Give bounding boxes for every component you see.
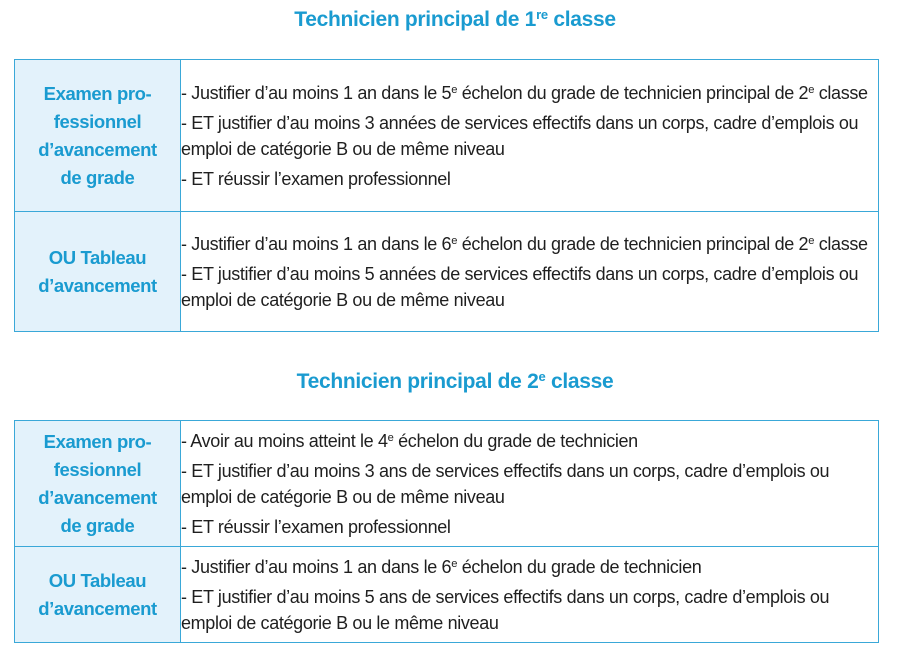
- row-label-line: OU Tableau: [48, 246, 147, 268]
- conditions-cell: [181, 421, 879, 547]
- conditions-table-1re-classe: [14, 59, 879, 332]
- row-label-cell: [15, 547, 181, 643]
- condition-item: - ET réussir l’examen professionnel: [181, 168, 451, 189]
- table-row-examen-professionnel: [15, 421, 879, 547]
- row-label-line: de grade: [60, 166, 135, 188]
- condition-text: - Justifier d’au moins 1 an dans le 6: [181, 233, 452, 254]
- row-label-cell: [15, 212, 181, 332]
- conditions-cell: [181, 60, 879, 212]
- title-text: Technicien principal de 2: [296, 370, 539, 393]
- condition-item: [181, 231, 878, 257]
- condition-text: échelon du grade de technicien principal de 2: [457, 82, 809, 103]
- conditions-cell: [181, 212, 879, 332]
- row-label-cell: [15, 60, 181, 212]
- title-text-suffix: classe: [547, 8, 616, 31]
- condition-item: [181, 554, 878, 580]
- ordinal-superscript: e: [808, 83, 815, 96]
- row-label-cell: [15, 421, 181, 547]
- condition-item: - ET justifier d’au moins 5 années de services effectifs dans un corps, cadre d’emplois ou emploi de catégorie B ou de même niveau: [181, 263, 859, 310]
- title-text: Technicien principal de 1: [294, 8, 537, 31]
- ordinal-superscript: e: [387, 431, 394, 444]
- condition-text: échelon du grade de technicien: [393, 430, 638, 451]
- condition-text: classe: [814, 82, 868, 103]
- ordinal-superscript: e: [808, 234, 815, 247]
- section-title-principal-1re-classe: [0, 6, 910, 34]
- condition-item: - ET justifier d’au moins 3 ans de services effectifs dans un corps, cadre d’emplois ou emploi de catégorie B ou de même niveau: [181, 460, 830, 507]
- row-label-line: de grade: [60, 514, 135, 536]
- table-row-tableau-avancement: [15, 212, 879, 332]
- row-label-line: d’avancement: [38, 138, 157, 160]
- condition-item: - ET justifier d’au moins 5 ans de services effectifs dans un corps, cadre d’emplois ou emploi de catégorie B ou le même niveau: [181, 586, 830, 633]
- condition-item: [181, 428, 878, 454]
- ordinal-superscript: e: [451, 83, 458, 96]
- title-superscript: re: [536, 6, 548, 22]
- condition-item: [181, 80, 878, 106]
- conditions-table-2e-classe: [14, 420, 879, 643]
- condition-text: échelon du grade de technicien: [457, 556, 702, 577]
- row-label-line: d’avancement: [38, 486, 157, 508]
- condition-text: - Avoir au moins atteint le 4: [181, 430, 388, 451]
- ordinal-superscript: e: [451, 234, 458, 247]
- section-title-principal-2e-classe: [0, 368, 910, 396]
- condition-text: classe: [814, 233, 868, 254]
- title-text-suffix: classe: [545, 370, 614, 393]
- condition-item: - ET justifier d’au moins 3 années de services effectifs dans un corps, cadre d’emplois ou emploi de catégorie B ou de même niveau: [181, 112, 859, 159]
- row-label-line: fessionnel: [53, 110, 142, 132]
- row-label-line: d’avancement: [38, 274, 157, 296]
- condition-item: - ET réussir l’examen professionnel: [181, 516, 451, 537]
- condition-text: échelon du grade de technicien principal de 2: [457, 233, 809, 254]
- table-row-examen-professionnel: [15, 60, 879, 212]
- title-superscript: e: [538, 368, 546, 384]
- row-label-line: Examen pro-: [43, 82, 152, 104]
- table-row-tableau-avancement: [15, 547, 879, 643]
- row-label-line: d’avancement: [38, 597, 157, 619]
- row-label-line: Examen pro-: [43, 430, 152, 452]
- condition-text: - Justifier d’au moins 1 an dans le 5: [181, 82, 452, 103]
- row-label-line: fessionnel: [53, 458, 142, 480]
- conditions-cell: [181, 547, 879, 643]
- row-label-line: OU Tableau: [48, 569, 147, 591]
- condition-text: - Justifier d’au moins 1 an dans le 6: [181, 556, 452, 577]
- ordinal-superscript: e: [451, 557, 458, 570]
